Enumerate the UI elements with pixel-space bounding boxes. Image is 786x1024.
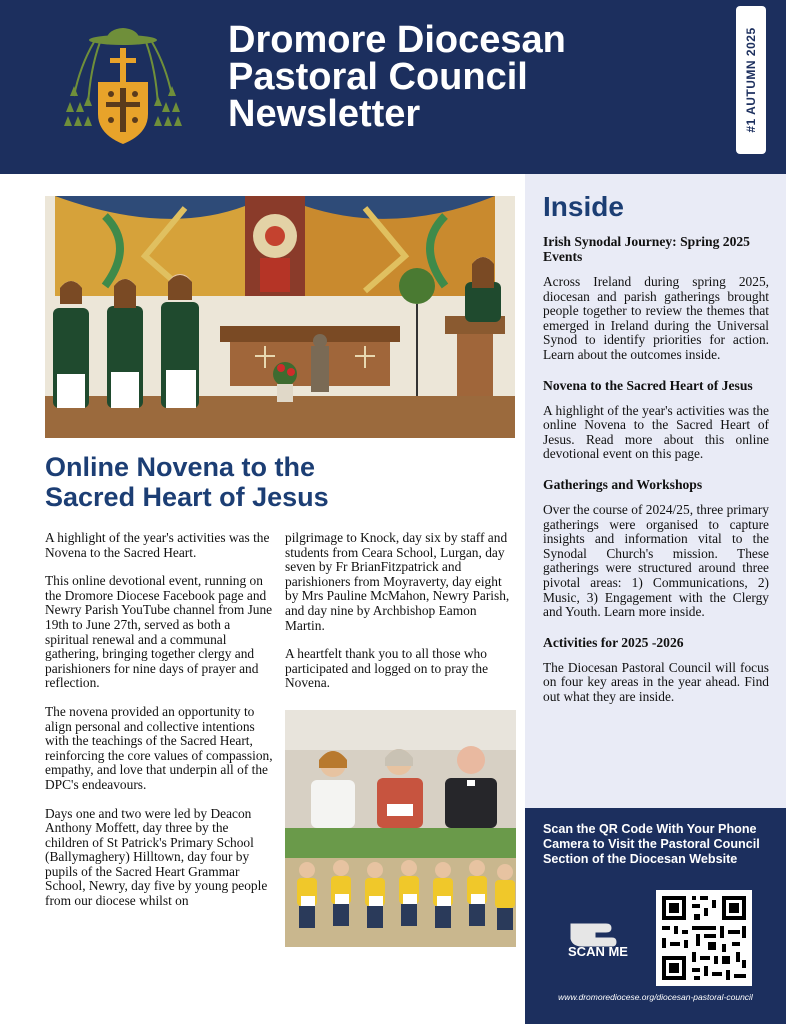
sidebar-section bbox=[543, 378, 769, 462]
sidebar-contents bbox=[543, 234, 769, 719]
sidebar-section-heading: Novena to the Sacred Heart of Jesus bbox=[543, 377, 753, 393]
title-line-2: Pastoral Council bbox=[228, 56, 528, 98]
sidebar-section-text: Across Ireland during spring 2025, diocesan and parish gatherings brought people together to review the themes that emerged in Ireland during the Universal Synod to identify priorities for action. Learn about the outcomes inside. bbox=[543, 274, 769, 362]
website-url[interactable]: www.dromorediocese.org/diocesan-pastoral-council bbox=[558, 992, 753, 1002]
article-left-column bbox=[45, 531, 275, 923]
article-paragraph: A highlight of the year's activities was the Novena to the Sacred Heart. bbox=[45, 530, 270, 560]
headline-line-2: Sacred Heart of Jesus bbox=[45, 482, 329, 512]
headline-line-1: Online Novena to the bbox=[45, 452, 316, 482]
newsletter-header bbox=[0, 0, 786, 174]
qr-code-icon[interactable] bbox=[656, 890, 752, 986]
article-paragraph: pilgrimage to Knock, day six by staff and students from Ceara School, Lurgan, day seven by Fr BrianFitzpatrick and parishioners from Moyraverty, day eight by Mrs Pauline McMahon, Newry Parish, and day nine by Archbishop Eamon Martin. bbox=[285, 530, 510, 633]
article-paragraph: This online devotional event, running on the Dromore Diocese Facebook page and Newry Parish YouTube channel from June 19th to June 27th, served as both a spiritual renewal and a communal gathering, bringing together clergy and parishioners for nine days of prayer and reflection. bbox=[45, 573, 273, 691]
issue-badge bbox=[736, 6, 766, 154]
sidebar-title: Inside bbox=[543, 191, 624, 222]
title-line-1: Dromore Diocesan bbox=[228, 19, 566, 61]
sidebar-section-text: A highlight of the year's activities was the online Novena to the Sacred Heart of Jesus. Read more about this online devotional event on this page. bbox=[543, 402, 769, 462]
sidebar-section bbox=[543, 477, 769, 620]
sidebar-section-heading: Irish Synodal Journey: Spring 2025 Events bbox=[543, 234, 750, 264]
issue-label: #1 AUTUMN 2025 bbox=[744, 27, 758, 133]
sidebar-section-heading: Activities for 2025 -2026 bbox=[543, 634, 684, 650]
sidebar-section bbox=[543, 234, 769, 363]
sidebar-section-heading: Gatherings and Workshops bbox=[543, 476, 703, 492]
pointing-hand-icon bbox=[562, 903, 634, 975]
sidebar-section-text: Over the course of 2024/25, three primary gatherings were organised to capture insights and information vital to the Synodal Church's mission. These gatherings were structured around three pivotal areas: 1) Communications, 2) Music, 3) Engagement with the Clergy and Youth. Learn more inside. bbox=[543, 501, 769, 620]
article-paragraph: Days one and two were led by Deacon Anthony Moffett, day three by the children of St Patrick's Primary School (Ballymaghery) Hilltown, day four by pupils of the Sacred Heart Grammar School, Newry, day five by young people from our diocese whilst on bbox=[45, 805, 268, 909]
newsletter-title bbox=[228, 19, 708, 135]
article-headline bbox=[45, 452, 515, 512]
sidebar-section-text: The Diocesan Pastoral Council will focus on four key areas in the year ahead. Find out what they are inside. bbox=[543, 659, 769, 704]
sidebar-section bbox=[543, 635, 769, 705]
scan-me-label: SCAN ME bbox=[568, 944, 628, 959]
chapel-singers-photo bbox=[45, 196, 515, 438]
article-middle-column bbox=[285, 531, 516, 705]
article-paragraph: The novena provided an opportunity to align personal and collective intentions with the teachings of the Sacred Heart, reinforcing the core values of compassion, empathy, and love that underpin all of the DPC's endeavours. bbox=[45, 703, 273, 792]
novena-participants-photo bbox=[285, 710, 516, 947]
title-line-3: Newsletter bbox=[228, 93, 421, 135]
qr-instructions: Scan the QR Code With Your Phone Camera to Visit the Pastoral Council Section of the Diocesan Website bbox=[543, 822, 760, 866]
article-paragraph: A heartfelt thank you to all those who participated and logged on to pray the Novena. bbox=[285, 646, 489, 691]
diocesan-crest-icon bbox=[60, 26, 186, 150]
